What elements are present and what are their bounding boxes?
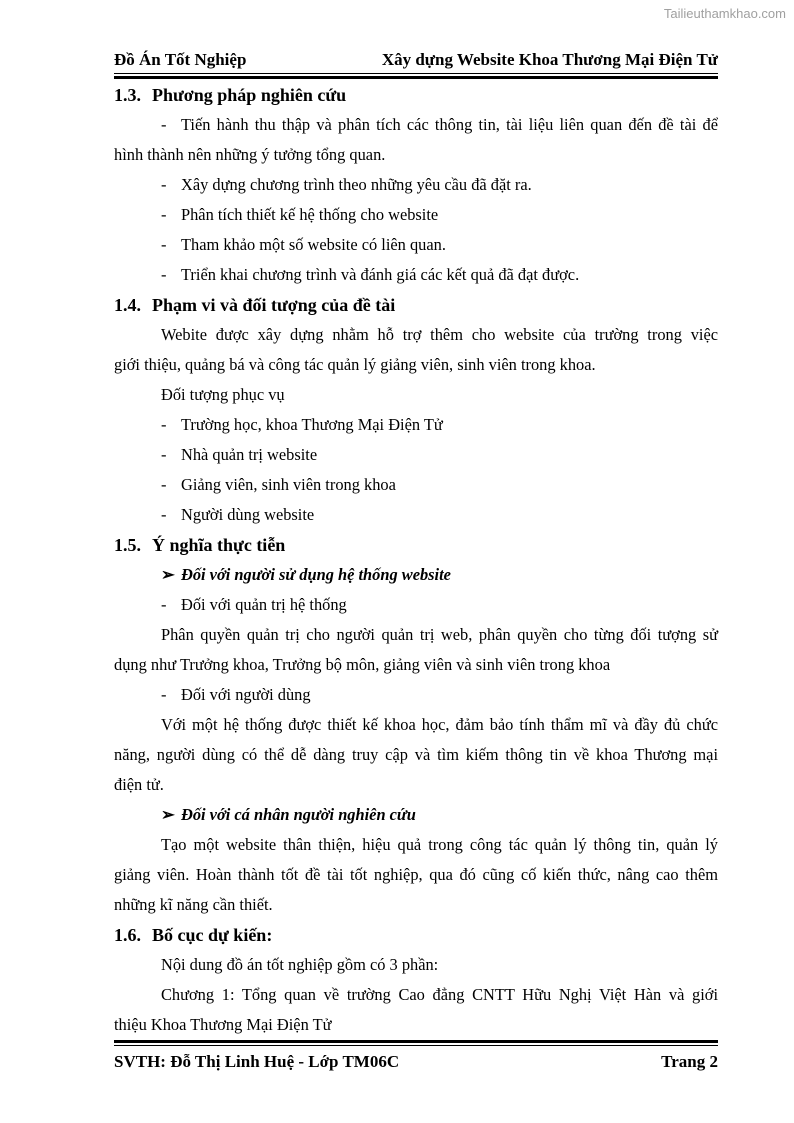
paragraph-line: thiệu Khoa Thương Mại Điện Tử xyxy=(114,1015,332,1034)
section-heading-1-4: 1.4. Phạm vi và đối tượng của đề tài xyxy=(114,295,396,315)
paragraph-line: điện tử. xyxy=(114,775,164,794)
list-item: - Đối với quản trị hệ thống xyxy=(161,595,347,614)
paragraph-line: những kĩ năng cần thiết. xyxy=(114,895,273,914)
paragraph-line: dụng như Trưởng khoa, Trưởng bộ môn, giảng viên và sinh viên trong khoa xyxy=(114,655,611,674)
header-left: Đồ Án Tốt Nghiệp xyxy=(114,50,247,69)
arrow-bullet-icon: ➢ xyxy=(161,805,175,824)
page-content xyxy=(114,80,718,1040)
footer-rule-thin xyxy=(114,1045,718,1046)
section-heading-1-3: 1.3. Phương pháp nghiên cứu xyxy=(114,85,347,105)
paragraph-line: Với một hệ thống được thiết kế khoa học, đảm bảo tính thẩm mĩ và đầy đủ chức xyxy=(161,715,718,734)
header-rule-thin xyxy=(114,73,718,74)
header-right: Xây dựng Website Khoa Thương Mại Điện Tử xyxy=(381,50,718,69)
page-footer xyxy=(114,1050,718,1074)
section-heading-1-6: 1.6. Bố cục dự kiến: xyxy=(114,925,273,945)
header-rule-thick xyxy=(114,76,718,79)
list-item-continuation: hình thành nên những ý tưởng tổng quan. xyxy=(114,145,386,164)
subheading: ➢ Đối với người sử dụng hệ thống website xyxy=(114,560,718,590)
page-header xyxy=(114,46,718,70)
footer-rule-thick xyxy=(114,1040,718,1043)
list-item: - Tiến hành thu thập và phân tích các thông tin, tài liệu liên quan đến đề tài để xyxy=(161,115,718,134)
watermark: Tailieuthamkhao.com xyxy=(663,6,786,21)
paragraph-line: Webite được xây dựng nhằm hỗ trợ thêm cho website của trường trong việc xyxy=(161,325,718,344)
list-item: - Trường học, khoa Thương Mại Điện Tử xyxy=(161,415,443,434)
list-item: - Người dùng website xyxy=(161,505,315,524)
list-item: - Triển khai chương trình và đánh giá các kết quả đã đạt được. xyxy=(161,265,580,284)
page-number: Trang 2 xyxy=(661,1052,718,1071)
section-heading-1-5: 1.5. Ý nghĩa thực tiễn xyxy=(114,535,286,555)
footer-left: SVTH: Đỗ Thị Linh Huệ - Lớp TM06C xyxy=(114,1052,400,1071)
list-item: - Giảng viên, sinh viên trong khoa xyxy=(161,475,396,494)
list-item: - Tham khảo một số website có liên quan. xyxy=(161,235,446,254)
paragraph-line: Phân quyền quản trị cho người quản trị web, phân quyền cho từng đối tượng sử xyxy=(161,625,718,644)
paragraph-line: Chương 1: Tổng quan về trường Cao đẳng CNTT Hữu Nghị Việt Hàn và giới xyxy=(161,985,718,1004)
list-item: - Đối với người dùng xyxy=(161,685,311,704)
list-item: - Xây dựng chương trình theo những yêu cầu đã đặt ra. xyxy=(161,175,532,194)
paragraph-line: Tạo một website thân thiện, hiệu quả trong công tác quản lý thông tin, quản lý xyxy=(161,835,718,854)
list-item: - Phân tích thiết kế hệ thống cho website xyxy=(161,205,439,224)
paragraph-line: giới thiệu, quảng bá và công tác quản lý giảng viên, sinh viên trong khoa. xyxy=(114,355,596,374)
subheading: ➢ Đối với cá nhân người nghiên cứu xyxy=(114,800,718,830)
list-item: - Nhà quản trị website xyxy=(161,445,318,464)
paragraph-line: giảng viên. Hoàn thành tốt đề tài tốt nghiệp, qua đó cũng cố kiến thức, nâng cao thêm xyxy=(114,865,718,884)
paragraph-line: năng, người dùng có thể dễ dàng truy cập và tìm kiếm thông tin về khoa Thương mại xyxy=(114,745,718,764)
paragraph-line: Đối tượng phục vụ xyxy=(161,385,285,404)
paragraph-line: Nội dung đồ án tốt nghiệp gồm có 3 phần: xyxy=(161,955,439,974)
arrow-bullet-icon: ➢ xyxy=(161,565,175,584)
